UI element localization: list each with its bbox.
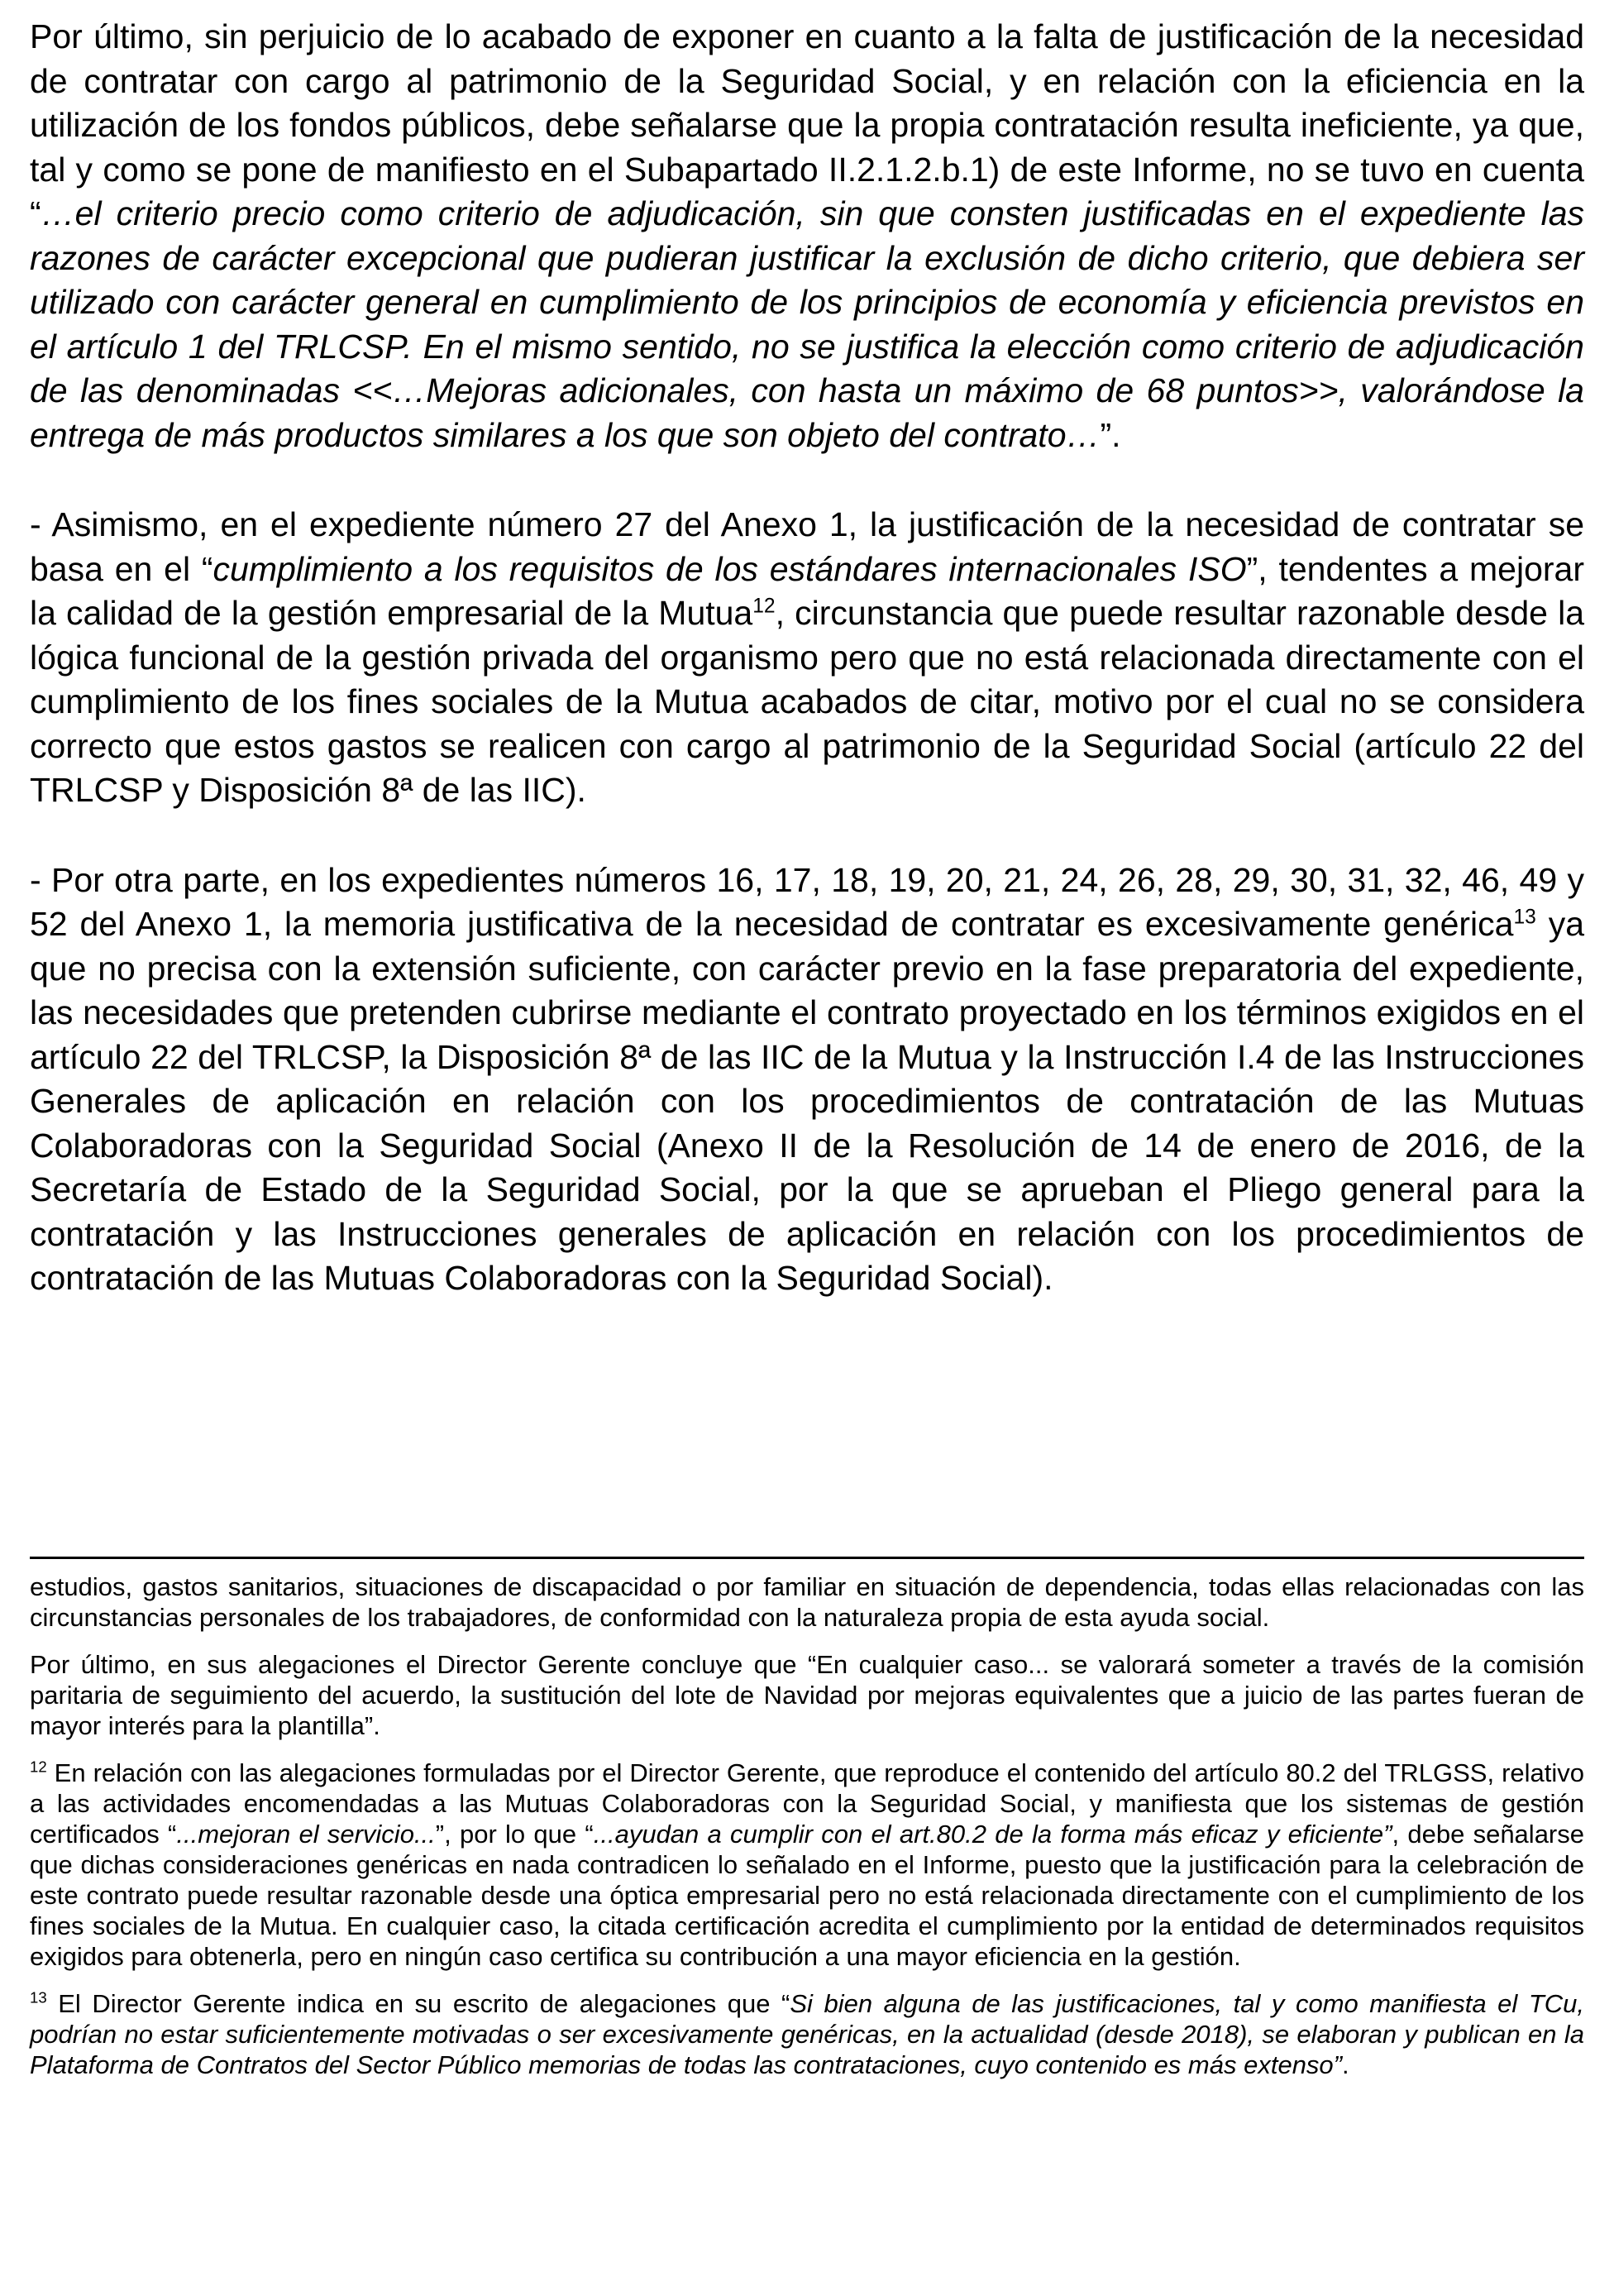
footnote-number: 12	[30, 1758, 47, 1776]
quoted-text: …el criterio precio como criterio de adjudicación, sin que consten justificadas en el expediente las razones de carácter excepcional que pudieran justificar la exclusión de dicho criterio, que debiera ser utilizado con carácter general en cumplimiento de los principios de economía y eficiencia previstos en el artículo 1 del TRLCSP. En el mismo sentido, no se justifica la elección como criterio de adjudicación de las denominadas <<…Mejoras adicionales, con hasta un máximo de 68 puntos>>, valorándose la entrega de más productos similares a los que son objeto del contrato…	[30, 194, 1584, 454]
main-text	[30, 15, 1584, 1347]
quoted-text: Si bien alguna de las justificaciones, tal y como manifiesta el TCu, podrían no estar suficientemente motivadas o ser excesivamente genéricas, en la actualidad (desde 2018), se elaboran y publican en la Plataforma de Contratos del Sector Público memorias de todas las contrataciones, cuyo contenido es más extenso”	[30, 1989, 1584, 2079]
text-run: En relación con las alegaciones formuladas por el Director Gerente, que reproduce el contenido del artículo 80.2 del TRLGSS, relativo a las actividades encomendadas a las Mutuas Colaboradoras con la Seguridad Social, y manifiesta que los sistemas de gestión certificados “	[30, 1758, 1584, 1849]
text-run: ”.	[1100, 415, 1121, 454]
footnote-13	[30, 1988, 1584, 2080]
footnote-number: 13	[30, 1988, 47, 2007]
text-run: .	[1342, 2050, 1349, 2079]
footnote-separator	[30, 1557, 1584, 1559]
text-run: - Asimismo, en el expediente número 27 del Anexo 1, la justificación de la necesidad de contratar se basa en el “	[30, 505, 1584, 588]
text-run: - Por otra parte, en los expedientes números 16, 17, 18, 19, 20, 21, 24, 26, 28, 29, 30, 31, 32, 46, 49 y 52 del Anexo 1, la memoria justificativa de la necesidad de contratar es excesivamente genérica	[30, 860, 1584, 943]
text-run: , debe señalarse que dichas consideraciones genéricas en nada contradicen lo señalado en el Informe, puesto que la justificación para la celebración de este contrato puede resultar razonable desde una óptica empresarial pero no está relacionada directamente con el cumplimiento de los fines sociales de la Mutua. En cualquier caso, la citada certificación acredita el cumplimiento por la entidad de determinados requisitos exigidos para obtenerla, pero en ningún caso certifica su contribución a una mayor eficiencia en la gestión.	[30, 1820, 1584, 1971]
text-run: ”, por lo que “	[435, 1820, 594, 1849]
footnote-continuation-1: estudios, gastos sanitarios, situaciones de discapacidad o por familiar en situación de dependencia, todas ellas relacionadas con las circunstancias personales de los trabajadores, de conformidad con la naturaleza propia de esta ayuda social.	[30, 1572, 1584, 1632]
footnote-12	[30, 1758, 1584, 1972]
text-run: ”, tendentes a mejorar la calidad de la gestión empresarial de la Mutua	[30, 549, 1585, 632]
quoted-text: ...mejoran el servicio...	[176, 1820, 436, 1849]
quoted-text: cumplimiento a los requisitos de los estándares internacionales ISO	[212, 549, 1247, 588]
footnotes	[30, 1571, 1584, 2097]
footnote-ref-12[interactable]: 12	[752, 595, 776, 618]
footnote-ref-13[interactable]: 13	[1513, 906, 1536, 929]
text-run: Por último, sin perjuicio de lo acabado de exponer en cuanto a la falta de justificación de la necesidad de contratar con cargo al patrimonio de la Seguridad Social, y en relación con la eficiencia en la utilización de los fondos públicos, debe señalarse que la propia contratación resulta ineficiente, ya que, tal y como se pone de manifiesto en el Subapartado II.2.1.2.b.1) de este Informe, no se tuvo en cuenta “	[30, 17, 1584, 232]
text-run: ya que no precisa con la extensión suficiente, con carácter previo en la fase preparatoria del expediente, las necesidades que pretenden cubrirse mediante el contrato proyectado en los términos exigidos en el artículo 22 del TRLCSP, la Disposición 8ª de las IIC de la Mutua y la Instrucción I.4 de las Instrucciones Generales de aplicación en relación con los procedimientos de contratación de las Mutuas Colaboradoras con la Seguridad Social (Anexo II de la Resolución de 14 de enero de 2016, de la Secretaría de Estado de la Seguridad Social, por la que se aprueban el Pliego general para la contratación y las Instrucciones generales de aplicación en relación con los procedimientos de contratación de las Mutuas Colaboradoras con la Seguridad Social).	[30, 905, 1584, 1297]
paragraph-expedientes-genericos	[30, 859, 1584, 1301]
footnote-continuation-2: Por último, en sus alegaciones el Director Gerente concluye que “En cualquier caso... se valorará someter a través de la comisión paritaria de seguimiento del acuerdo, la sustitución del lote de Navidad por mejoras equivalentes que a juicio de las partes fueran de mayor interés para la plantilla”.	[30, 1650, 1584, 1740]
paragraph-expediente-27	[30, 503, 1584, 813]
paragraph-eficiencia	[30, 15, 1584, 457]
text-run: , circunstancia que puede resultar razonable desde la lógica funcional de la gestión privada del organismo pero que no está relacionada directamente con el cumplimiento de los fines sociales de la Mutua acabados de citar, motivo por el cual no se considera correcto que estos gastos se realicen con cargo al patrimonio de la Seguridad Social (artículo 22 del TRLCSP y Disposición 8ª de las IIC).	[30, 594, 1584, 809]
text-run: El Director Gerente indica en su escrito de alegaciones que “	[46, 1989, 790, 2018]
quoted-text: ...ayudan a cumplir con el art.80.2 de la forma más eficaz y eficiente”	[593, 1820, 1392, 1849]
